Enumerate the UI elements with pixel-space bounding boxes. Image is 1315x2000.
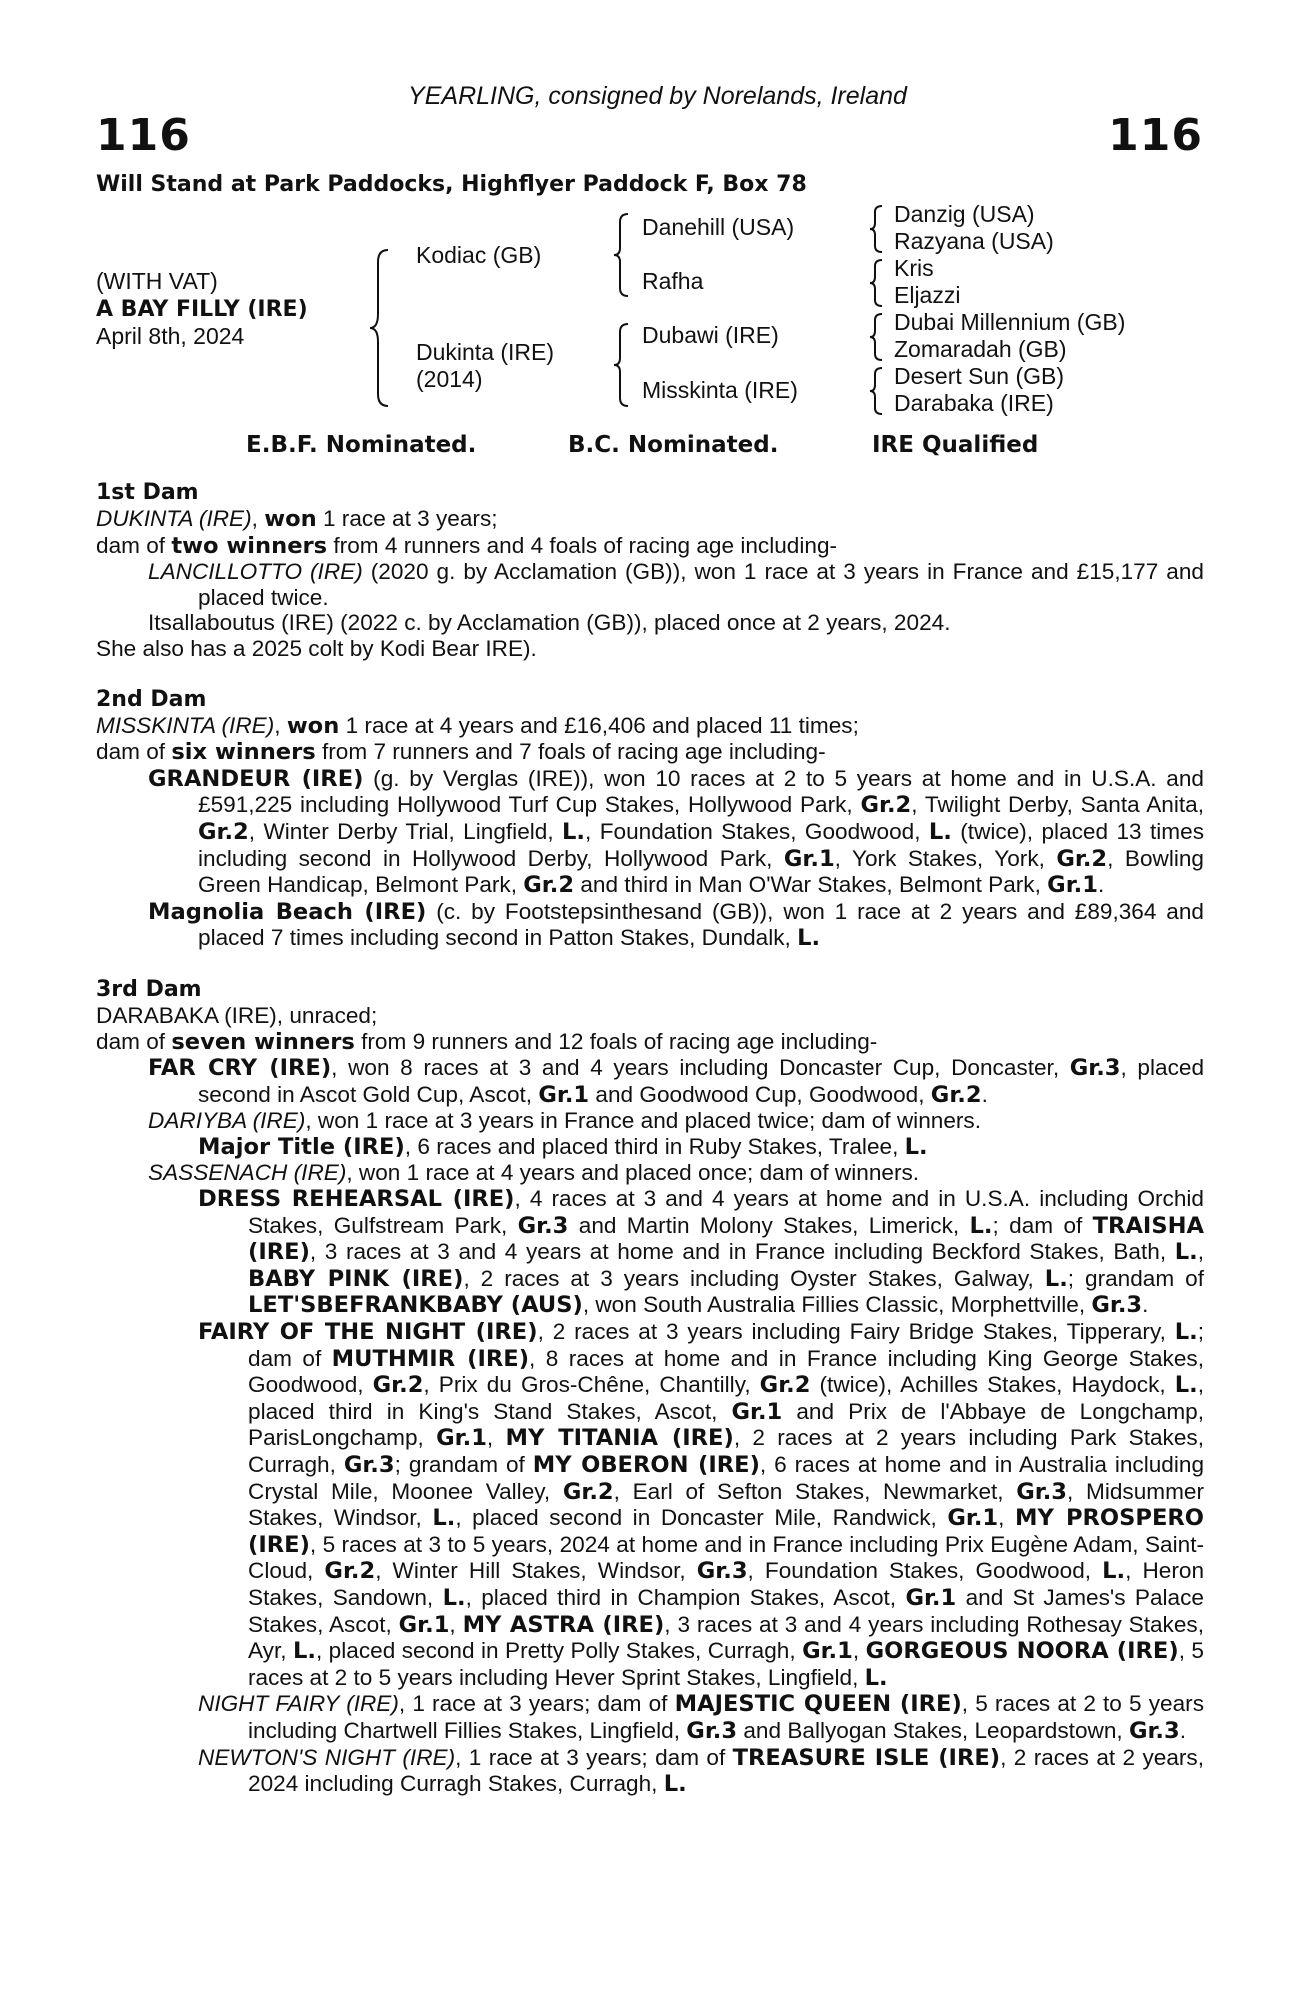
- t: , Earl of Sefton Stakes, Newmarket,: [613, 1478, 1017, 1504]
- major-title-entry: [198, 1134, 1204, 1161]
- progeny-name: MUTHMIR (IRE): [331, 1345, 530, 1372]
- dariyba-entry: [148, 1108, 1204, 1134]
- grade: Gr.2: [759, 1372, 811, 1399]
- t: , won 1 race at 3 years in France and placed twice; dam of winners.: [305, 1108, 981, 1134]
- progeny-name: LANCILLOTTO (IRE): [148, 559, 363, 585]
- progeny-name: SASSENACH (IRE): [148, 1160, 347, 1186]
- t: , 8 races at home and in France including King George Stakes, Goodwood,: [248, 1345, 1204, 1398]
- record-text: 1 race at 3 years;: [316, 506, 498, 531]
- t: , placed third in Champion Stakes, Ascot,: [465, 1584, 906, 1610]
- progeny-name: DARIYBA (IRE): [148, 1108, 306, 1134]
- pedigree-brace-3a: [868, 204, 886, 254]
- progeny-name: DRESS REHEARSAL (IRE): [198, 1186, 515, 1213]
- progeny-name: MAJESTIC QUEEN (IRE): [674, 1691, 962, 1718]
- t: , 2 races at 3 years including Oyster Stakes, Galway,: [463, 1265, 1045, 1291]
- sire-sire: Danehill (USA): [642, 214, 795, 240]
- pedigree-brace-3b: [868, 258, 886, 308]
- t: , Winter Hill Stakes, Windsor,: [375, 1558, 697, 1584]
- dam-sire-sire: Dubai Millennium (GB): [894, 309, 1126, 335]
- dress-rehearsal-entry: [198, 1186, 1204, 1319]
- t: and third in Man O'War Stakes, Belmont Park,: [574, 872, 1048, 898]
- grade: L.: [1174, 1372, 1198, 1399]
- catalogue-body: [96, 480, 1204, 1798]
- second-dam-heading: 2nd Dam: [96, 686, 207, 712]
- night-fairy-entry: [198, 1691, 1204, 1744]
- grade: L.: [928, 818, 952, 845]
- grade: Gr.2: [562, 1478, 614, 1505]
- foaling-date: April 8th, 2024: [96, 323, 245, 349]
- winners-count: seven winners: [171, 1028, 355, 1055]
- sire-dam-sire: Kris: [894, 255, 934, 281]
- first-dam-progeny-1: [148, 559, 1204, 610]
- grade: Gr.3: [343, 1452, 395, 1478]
- ire-qualification: IRE Qualified: [872, 432, 1039, 458]
- grade: Gr.2: [198, 818, 249, 845]
- fairy-of-the-night-entry: [198, 1319, 1204, 1691]
- progeny-name: Major Title (IRE): [198, 1133, 405, 1160]
- grade: Gr.1: [1047, 872, 1098, 899]
- grade: Gr.2: [324, 1558, 376, 1585]
- t: and Goodwood Cup, Goodwood,: [589, 1081, 931, 1107]
- t: , York Stakes, York,: [834, 845, 1057, 871]
- t: and Ballyogan Stakes, Leopardstown,: [737, 1717, 1129, 1743]
- t: , placed third in King's Stand Stakes, Ascot,: [248, 1372, 1204, 1424]
- won-label: won: [264, 506, 317, 532]
- t: , 3 races at 3 and 4 years including Rothesay Stakes, Ayr,: [248, 1611, 1204, 1664]
- t: , 6 races at home and in Australia including Crystal Mile, Moonee Valley,: [248, 1452, 1205, 1504]
- dam-year: (2014): [416, 366, 483, 392]
- winners-count: six winners: [171, 739, 316, 766]
- second-dam-name: MISSKINTA (IRE): [96, 712, 275, 738]
- grade: Gr.2: [372, 1372, 424, 1399]
- t: , won South Australia Fillies Classic, Morphettville,: [582, 1292, 1092, 1318]
- t: , 5 races at 2 to 5 years including Chartwell Fillies Stakes, Lingfield,: [248, 1691, 1204, 1743]
- grade: Gr.2: [860, 792, 912, 819]
- t: , 5 races at 2 to 5 years including Hever Sprint Stakes, Lingfield,: [248, 1638, 1204, 1690]
- consignment-line: YEARLING, consigned by Norelands, Ireland: [408, 82, 907, 110]
- grade: L.: [797, 925, 821, 952]
- grade: Gr.1: [905, 1584, 957, 1611]
- t: .: [1142, 1292, 1149, 1318]
- t: , 6 races and placed third in Ruby Stakes, Tralee,: [404, 1133, 905, 1159]
- t: , Midsummer Stakes, Windsor,: [248, 1478, 1204, 1531]
- t: , won 8 races at 3 and 4 years including Doncaster Cup, Doncaster,: [331, 1055, 1070, 1081]
- progeny-name: TREASURE ISLE (IRE): [732, 1744, 1001, 1771]
- stand-location: Will Stand at Park Paddocks, Highflyer Paddock F, Box 78: [96, 172, 807, 197]
- first-dam-heading: 1st Dam: [96, 480, 199, 505]
- grade: L.: [442, 1584, 466, 1611]
- progeny-name: LET'SBEFRANKBABY (AUS): [248, 1292, 583, 1319]
- grade: Gr.3: [517, 1212, 569, 1239]
- grade: L.: [292, 1638, 316, 1665]
- t: , Foundation Stakes, Goodwood,: [585, 818, 929, 844]
- progeny-name: GORGEOUS NOORA (IRE): [865, 1638, 1179, 1665]
- t: , placed second in Pretty Polly Stakes, Curragh,: [315, 1638, 803, 1664]
- t: and St James's Palace Stakes, Ascot,: [248, 1584, 1204, 1637]
- t: , Heron Stakes, Sandown,: [248, 1558, 1205, 1610]
- sire-sire-dam: Razyana (USA): [894, 228, 1054, 254]
- t: (twice), Achilles Stakes, Haydock,: [810, 1372, 1175, 1398]
- dam-dam-sire: Desert Sun (GB): [894, 363, 1064, 389]
- progeny-name: MY OBERON (IRE): [532, 1452, 760, 1478]
- first-dam-name: DUKINTA (IRE): [96, 506, 252, 531]
- grade: Gr.2: [523, 872, 575, 899]
- t: , Winter Derby Trial, Lingfield,: [248, 818, 563, 844]
- dam-dam-dam: Darabaka (IRE): [894, 390, 1054, 416]
- first-dam-record: DUKINTA (IRE), won 1 race at 3 years;: [96, 506, 498, 532]
- third-dam-record: DARABAKA (IRE), unraced;: [96, 1002, 378, 1028]
- t: (twice), placed 13 times including second in Hollywood Derby, Hollywood Park,: [198, 818, 1204, 871]
- vat-note: (WITH VAT): [96, 268, 218, 294]
- progeny-name: BABY PINK (IRE): [248, 1265, 464, 1292]
- sire-dam-dam: Eljazzi: [894, 282, 961, 308]
- sire-name: Kodiac (GB): [416, 242, 542, 268]
- t: ,: [1197, 1239, 1204, 1265]
- grade: Gr.1: [947, 1505, 999, 1532]
- ebf-nomination: E.B.F. Nominated.: [246, 432, 477, 458]
- t: ,: [449, 1611, 463, 1637]
- t: and Prix de l'Abbaye de Longchamp, ParisLongchamp,: [248, 1398, 1204, 1451]
- t: ; grandam of: [1067, 1265, 1204, 1291]
- grade: Gr.1: [783, 845, 835, 872]
- grade: L.: [432, 1505, 456, 1532]
- text: from 7 runners and 7 foals of racing age including-: [315, 739, 826, 765]
- dam-sire-dam: Zomaradah (GB): [894, 336, 1067, 362]
- magnolia-entry: [148, 899, 1204, 952]
- t: , 2 races at 2 years, 2024 including Curragh Stakes, Curragh,: [248, 1744, 1205, 1797]
- t: and Martin Molony Stakes, Limerick,: [568, 1212, 970, 1238]
- sassenach-entry: [148, 1160, 1204, 1186]
- text: Itsallaboutus (IRE) (2022 c. by Acclamation (GB)), placed once at 2 years, 2024.: [148, 610, 951, 636]
- grade: L.: [1174, 1239, 1198, 1266]
- grade: L.: [663, 1771, 687, 1798]
- dam-name: Dukinta (IRE): [416, 339, 555, 365]
- pedigree-brace-dam: [612, 322, 632, 408]
- t: , 4 races at 3 and 4 years at home and in U.S.A. including Orchid Stakes, Gulfstream Park,: [248, 1186, 1204, 1238]
- text: 1 race at 4 years and £16,406 and placed 11 times;: [339, 712, 859, 738]
- grade: Gr.1: [398, 1611, 450, 1638]
- text: from 4 runners and 4 foals of racing age including-: [327, 532, 838, 558]
- grade: Gr.2: [930, 1081, 982, 1108]
- grade: Gr.3: [696, 1558, 748, 1585]
- t: , 2 races at 2 years including Park Stakes, Curragh,: [248, 1425, 1204, 1477]
- progeny-name: FAR CRY (IRE): [148, 1055, 332, 1082]
- t: , placed second in Doncaster Mile, Randwick,: [455, 1505, 948, 1531]
- sire-sire-sire: Danzig (USA): [894, 201, 1035, 227]
- t: , Bowling Green Handicap, Belmont Park,: [198, 845, 1204, 898]
- grade: Gr.3: [686, 1717, 738, 1744]
- grade: L.: [1174, 1319, 1198, 1346]
- grade: Gr.3: [1091, 1292, 1143, 1319]
- grade: L.: [1044, 1265, 1068, 1292]
- t: ; dam of: [248, 1319, 1204, 1371]
- grade: L.: [864, 1664, 888, 1691]
- grade: Gr.3: [1069, 1055, 1121, 1082]
- t: , 3 races at 3 and 4 years at home and in France including Beckford Stakes, Bath,: [309, 1239, 1175, 1265]
- text: dam of: [96, 532, 172, 558]
- first-dam-produce-summary: [96, 533, 1204, 560]
- progeny-name: MY ASTRA (IRE): [462, 1611, 665, 1638]
- second-dam-produce-summary: [96, 739, 1204, 766]
- t: .: [1179, 1717, 1187, 1743]
- third-dam-heading: 3rd Dam: [96, 976, 202, 1002]
- grade: Gr.1: [436, 1425, 487, 1452]
- t: , Foundation Stakes, Goodwood,: [747, 1558, 1103, 1584]
- t: .: [981, 1081, 988, 1107]
- progeny-name: TRAISHA (IRE): [248, 1212, 1205, 1266]
- t: .: [1097, 872, 1105, 898]
- second-dam-record: MISSKINTA (IRE), won 1 race at 4 years and £16,406 and placed 11 times;: [96, 712, 859, 739]
- sire-dam: Rafha: [642, 268, 704, 294]
- progeny-name: NIGHT FAIRY (IRE): [198, 1691, 399, 1717]
- t: , won 1 race at 4 years and placed once; dam of winners.: [346, 1160, 920, 1186]
- text: (2020 g. by Acclamation (GB)), won 1 race at 3 years in France and £15,177 and placed twice.: [198, 559, 1205, 610]
- t: from 9 runners and 12 foals of racing age including-: [354, 1028, 878, 1054]
- t: ; dam of: [992, 1212, 1093, 1238]
- progeny-name: NEWTON'S NIGHT (IRE): [198, 1744, 456, 1770]
- t: , 1 race at 3 years; dam of: [398, 1691, 675, 1717]
- progeny-name: FAIRY OF THE NIGHT (IRE): [198, 1319, 538, 1346]
- far-cry-entry: [148, 1055, 1204, 1108]
- pedigree-brace-3c: [868, 312, 886, 362]
- text: dam of: [96, 739, 172, 765]
- lot-number-left: 116: [96, 110, 191, 161]
- grade: Gr.1: [802, 1638, 853, 1665]
- t: , Prix du Gros-Chêne, Chantilly,: [423, 1372, 760, 1398]
- grandeur-entry: [148, 766, 1204, 899]
- t: (c. by Footstepsinthesand (GB)), won 1 race at 2 years and £89,364 and placed 7 times including second in Patton Stakes, Dundalk,: [198, 898, 1204, 951]
- grade: L.: [969, 1212, 993, 1239]
- won-label: won: [286, 712, 340, 739]
- t: , placed second in Ascot Gold Cup, Ascot,: [198, 1055, 1205, 1107]
- first-dam-also: She also has a 2025 colt by Kodi Bear IRE).: [96, 635, 537, 661]
- grade: Gr.1: [538, 1081, 590, 1108]
- winners-count: two winners: [171, 532, 328, 559]
- grade: L.: [1102, 1558, 1126, 1585]
- t: (g. by Verglas (IRE)), won 10 races at 2 to 5 years at home and in U.S.A. and £591,225 including Hollywood Turf Cup Stakes, Hollywood Park,: [198, 765, 1204, 818]
- progeny-name: MY PROSPERO (IRE): [248, 1505, 1204, 1558]
- bc-nomination: B.C. Nominated.: [568, 432, 779, 458]
- newtons-night-entry: [198, 1745, 1204, 1798]
- t: ,: [486, 1425, 506, 1451]
- t: , 1 race at 3 years; dam of: [455, 1744, 733, 1770]
- dam-dam: Misskinta (IRE): [642, 377, 798, 403]
- grade: Gr.3: [1128, 1717, 1180, 1744]
- dam-sire: Dubawi (IRE): [642, 322, 779, 348]
- grade: Gr.3: [1016, 1478, 1068, 1505]
- third-dam-produce-summary: [96, 1029, 1204, 1056]
- t: , Twilight Derby, Santa Anita,: [911, 792, 1204, 818]
- t: , 5 races at 3 to 5 years, 2024 at home and in France including Prix Eugène Adam, Saint-Cloud,: [248, 1531, 1204, 1584]
- progeny-name: GRANDEUR (IRE): [148, 765, 364, 792]
- t: ; grandam of: [394, 1452, 533, 1477]
- t: , 2 races at 3 years including Fairy Bridge Stakes, Tipperary,: [537, 1319, 1175, 1345]
- grade: L.: [904, 1133, 928, 1160]
- progeny-name: MY TITANIA (IRE): [505, 1425, 734, 1452]
- grade: Gr.2: [1056, 845, 1108, 872]
- lot-number-right: 116: [1108, 110, 1203, 161]
- t: dam of: [96, 1028, 172, 1054]
- grade: L.: [562, 818, 586, 845]
- t: ,: [852, 1638, 866, 1664]
- pedigree-brace-main: [368, 248, 392, 408]
- t: ,: [998, 1505, 1015, 1531]
- pedigree-brace-sire: [612, 212, 632, 298]
- horse-name: A BAY FILLY (IRE): [96, 297, 308, 322]
- pedigree-brace-3d: [868, 366, 886, 416]
- grade: Gr.1: [731, 1398, 783, 1425]
- first-dam-progeny-2: [148, 610, 1204, 636]
- progeny-name: Magnolia Beach (IRE): [148, 898, 427, 925]
